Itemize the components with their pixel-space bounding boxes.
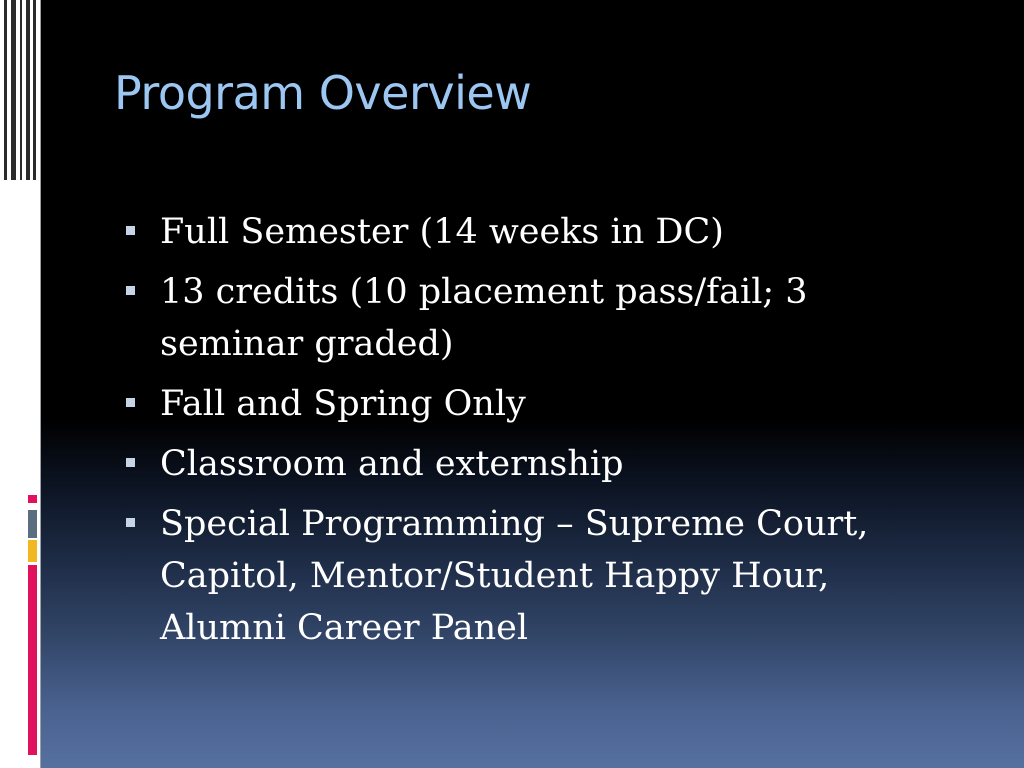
bullet-item	[120, 206, 940, 258]
accent-bar-pink	[28, 565, 37, 755]
bullet-text: Classroom and externship	[160, 444, 624, 484]
bullet-item	[120, 498, 940, 654]
bullet-text: Special Programming – Supreme Court, Capitol, Mentor/Student Happy Hour, Alumni Career Panel	[160, 504, 869, 648]
square-bullet-icon	[126, 286, 135, 295]
accent-bar-gray	[28, 510, 37, 538]
slide-title: Program Overview	[114, 66, 532, 120]
accent-bar-pink-top	[28, 495, 37, 503]
square-bullet-icon	[126, 518, 135, 527]
square-bullet-icon	[126, 458, 135, 467]
bullet-item	[120, 438, 940, 490]
square-bullet-icon	[126, 398, 135, 407]
bullet-text: Full Semester (14 weeks in DC)	[160, 212, 724, 252]
square-bullet-icon	[126, 226, 135, 235]
bullet-text: Fall and Spring Only	[160, 384, 526, 424]
bullet-text: 13 credits (10 placement pass/fail; 3 seminar graded)	[160, 272, 808, 364]
bullet-item	[120, 266, 940, 370]
accent-bar-gold	[28, 540, 37, 562]
bullet-list	[120, 206, 940, 662]
margin-divider-line	[40, 0, 41, 768]
decorative-vertical-bars	[0, 0, 40, 180]
bullet-item	[120, 378, 940, 430]
